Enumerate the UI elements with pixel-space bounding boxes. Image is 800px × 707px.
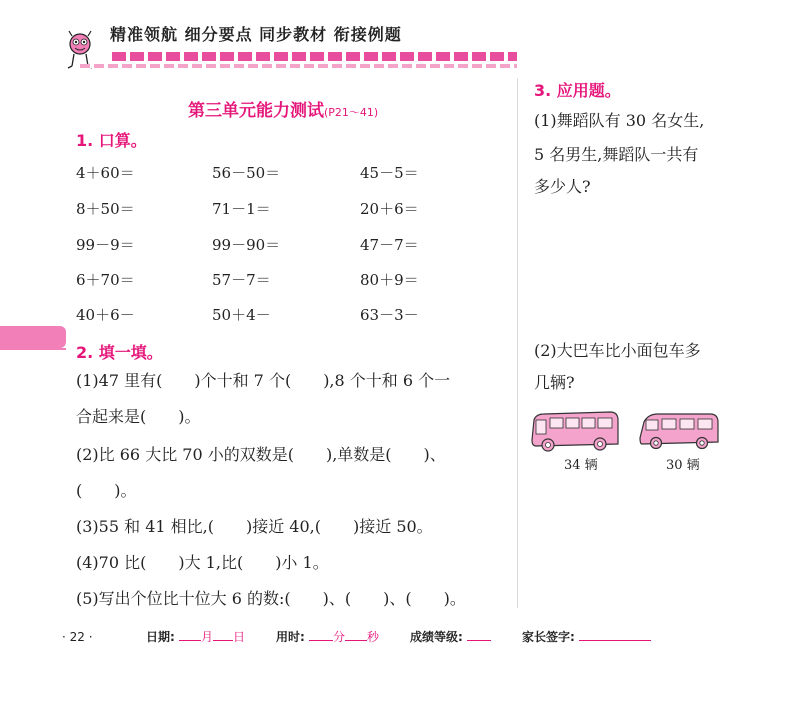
header-slogan: 精准领航 细分要点 同步教材 衔接例题 [110, 25, 402, 44]
q2-line-2: 几辆? [534, 373, 575, 392]
problem-3-2: 99－90＝ [212, 236, 281, 254]
problem-3-1: 99－9＝ [76, 236, 135, 254]
grade-blank[interactable] [467, 628, 491, 641]
month-label: 月 [201, 630, 214, 644]
day-blank[interactable] [213, 628, 233, 641]
signature-blank[interactable] [579, 628, 651, 641]
problem-4-3: 80＋9＝ [360, 271, 419, 289]
section1-heading: 1. 口算。 [76, 131, 147, 150]
van-label: 30 辆 [666, 458, 700, 473]
bus-label: 34 辆 [564, 458, 598, 473]
title-main: 第三单元能力测试 [188, 101, 324, 121]
fill-line-7: (5)写出个位比十位大 6 的数:( )、( )、( )。 [76, 589, 466, 608]
problem-2-3: 20＋6＝ [360, 200, 419, 218]
header-stripe-secondary [80, 64, 517, 68]
minute-label: 分 [333, 630, 346, 644]
page-title [188, 96, 378, 121]
second-label: 秒 [367, 630, 380, 644]
q1-line-2: 5 名男生,舞蹈队一共有 [534, 145, 699, 164]
day-label: 日 [233, 630, 246, 644]
fill-line-2: 合起来是( )。 [76, 407, 201, 426]
title-pages: (P21～41) [324, 106, 379, 119]
fill-line-6: (4)70 比( )大 1,比( )小 1。 [76, 553, 329, 572]
month-blank[interactable] [179, 628, 201, 641]
footer-grade [410, 628, 491, 645]
second-blank[interactable] [345, 628, 367, 641]
problem-1-1: 4＋60＝ [76, 164, 135, 182]
q1-line-3: 多少人? [534, 177, 591, 196]
fill-line-5: (3)55 和 41 相比,( )接近 40,( )接近 50。 [76, 517, 433, 536]
problem-2-2: 71－1＝ [212, 200, 271, 218]
grade-label: 成绩等级: [410, 630, 463, 644]
section2-heading: 2. 填一填。 [76, 343, 163, 362]
footer-time [276, 628, 379, 645]
column-divider [517, 78, 518, 608]
problem-2-1: 8＋50＝ [76, 200, 135, 218]
problem-1-3: 45－5＝ [360, 164, 419, 182]
van-icon [638, 408, 720, 454]
bus-icon [530, 408, 622, 454]
signature-label: 家长签字: [522, 630, 575, 644]
fill-line-3: (2)比 66 大比 70 小的双数是( ),单数是( )、 [76, 445, 446, 464]
problem-3-3: 47－7＝ [360, 236, 419, 254]
problem-1-2: 56－50＝ [212, 164, 281, 182]
footer-signature [522, 628, 651, 645]
minute-blank[interactable] [309, 628, 333, 641]
footer-date [146, 628, 245, 645]
section3-heading: 3. 应用题。 [534, 81, 621, 100]
problem-5-3: 63－3－ [360, 306, 419, 324]
q2-line-1: (2)大巴车比小面包车多 [534, 341, 701, 360]
header-stripe [112, 52, 517, 61]
problem-5-1: 40＋6－ [76, 306, 135, 324]
side-tab [0, 326, 66, 348]
fill-line-1: (1)47 里有( )个十和 7 个( ),8 个十和 6 个一 [76, 371, 451, 390]
problem-4-1: 6＋70＝ [76, 271, 135, 289]
fill-line-4: ( )。 [76, 481, 137, 500]
q1-line-1: (1)舞蹈队有 30 名女生, [534, 111, 705, 130]
problem-4-2: 57－7＝ [212, 271, 271, 289]
date-label: 日期: [146, 630, 175, 644]
problem-5-2: 50＋4－ [212, 306, 271, 324]
time-label: 用时: [276, 630, 305, 644]
page-number: · 22 · [62, 630, 93, 644]
side-tab-line [0, 348, 66, 350]
